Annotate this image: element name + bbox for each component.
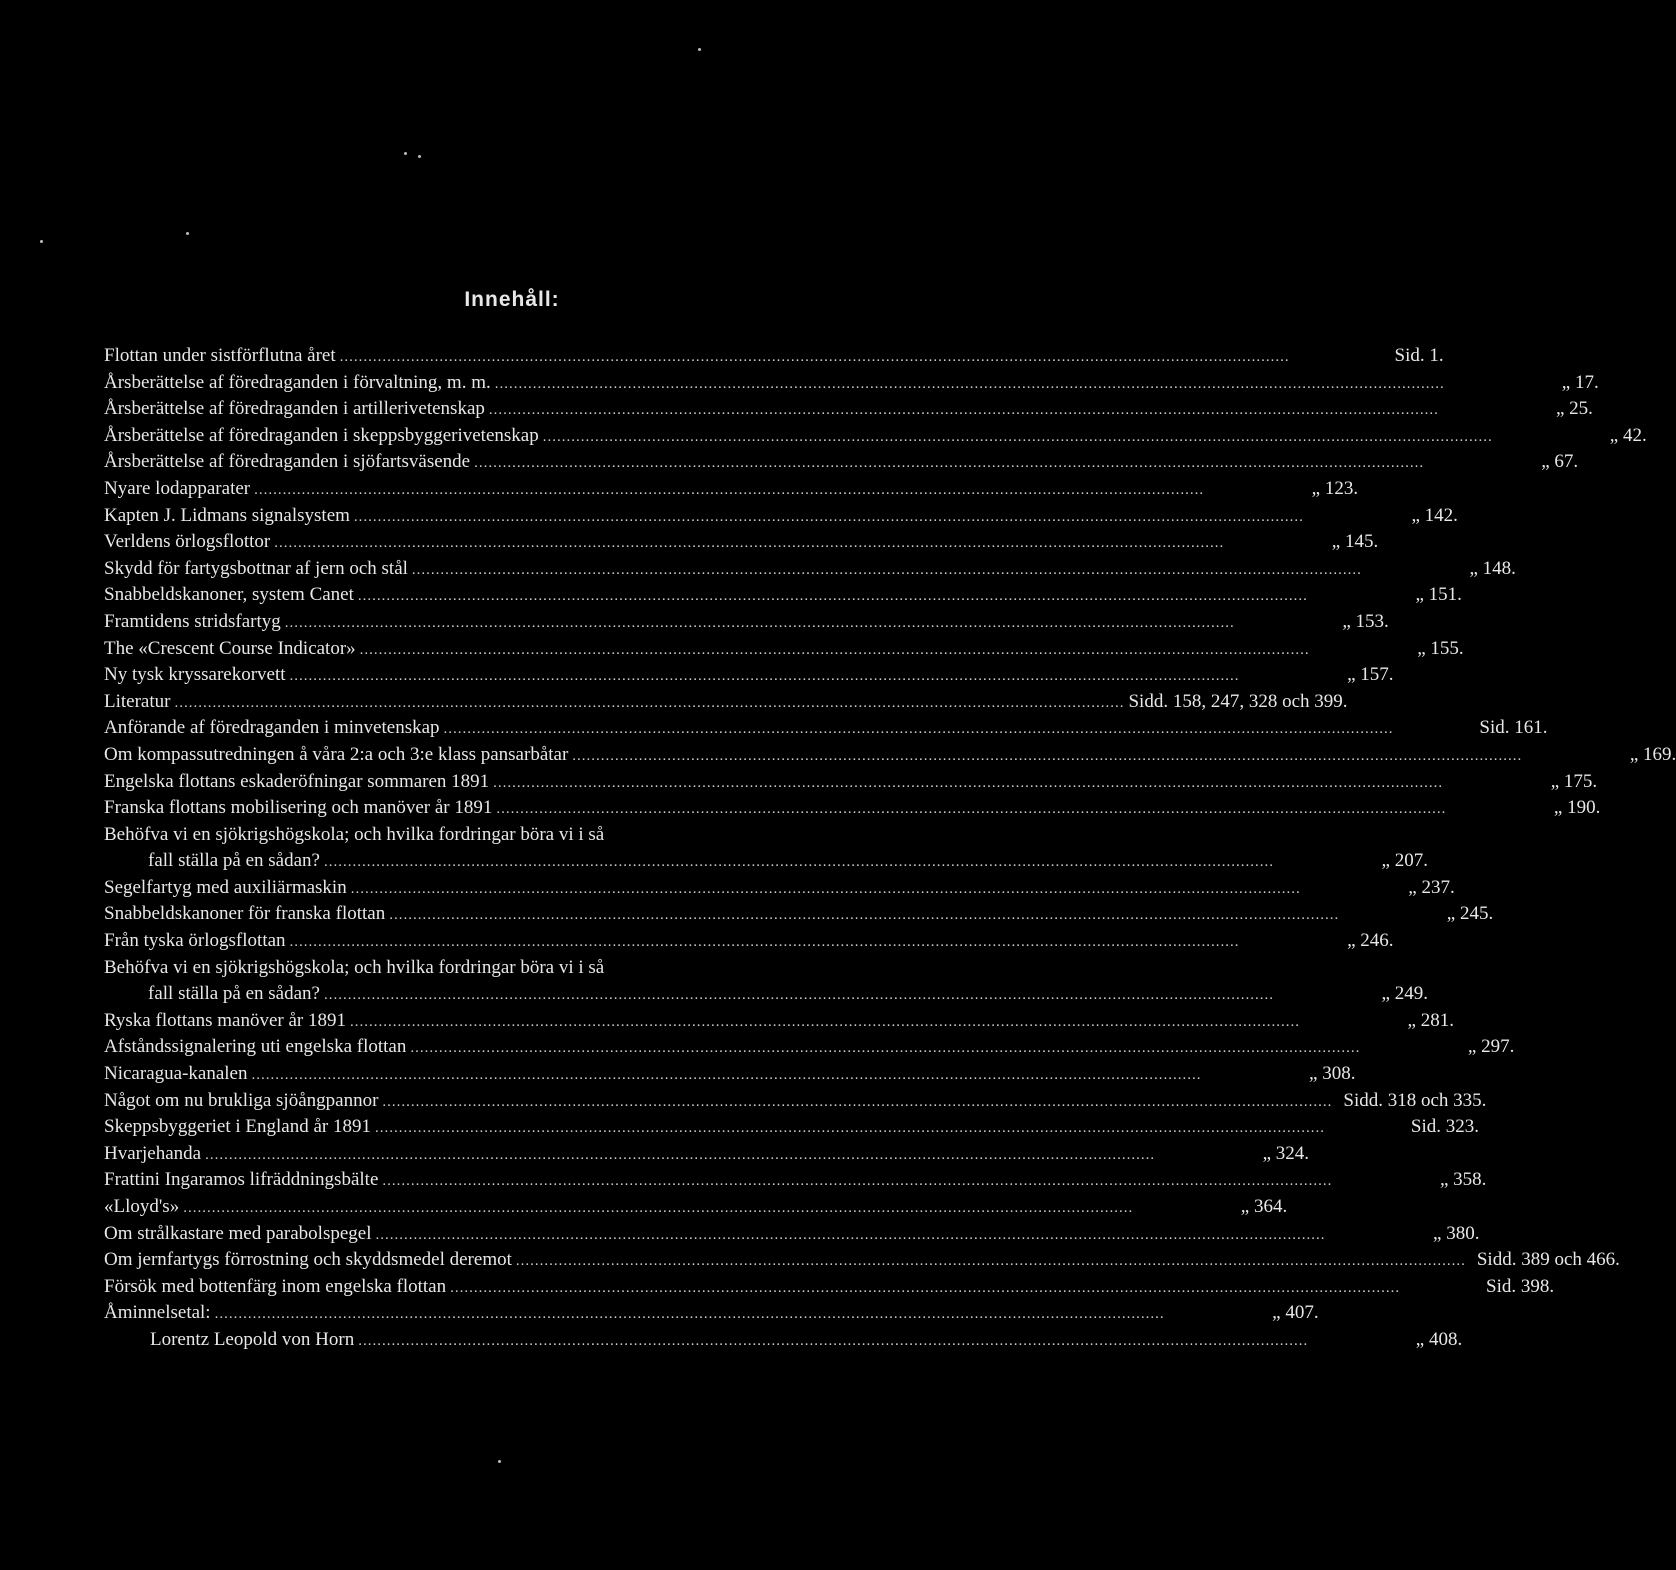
toc-entry xyxy=(104,636,1464,663)
toc-entry xyxy=(104,1114,1480,1141)
toc-entry-title: fall ställa på en sådan? xyxy=(148,983,320,1005)
speck xyxy=(498,1460,501,1463)
toc-entry xyxy=(104,795,1601,822)
leader-dots: ........................................................................................................................................................................................................ xyxy=(323,854,1274,871)
toc-entry-title: fall ställa på en sådan? xyxy=(148,850,320,872)
leader-dots: ........................................................................................................................................................................................................ xyxy=(474,455,1425,472)
toc-entry xyxy=(104,1221,1480,1248)
toc-entry-page: „ 142. xyxy=(1411,504,1458,526)
toc-entry xyxy=(104,822,896,849)
toc-entry xyxy=(104,370,1599,397)
toc-entry-title: Behöfva vi en sjökrigshögskola; och hvilka fordringar böra vi i så xyxy=(104,823,605,845)
toc-entry-title: Lorentz Leopold von Horn xyxy=(150,1328,355,1350)
toc-entry-page: „ 207. xyxy=(1381,850,1428,872)
leader-dots: ........................................................................................................................................................................................................ xyxy=(542,428,1493,445)
toc-entry xyxy=(104,556,1516,583)
toc-entry-page: „ 169. xyxy=(1629,743,1676,765)
toc-entry xyxy=(104,848,1428,875)
toc-entry-title: Kapten J. Lidmans signalsystem xyxy=(104,504,350,526)
leader-dots: ........................................................................................................................................................................................................ xyxy=(410,1040,1361,1057)
toc-entry xyxy=(104,875,1455,902)
toc-entry-title: Något om nu brukliga sjöångpannor xyxy=(104,1089,379,1111)
toc-entry xyxy=(104,742,1676,769)
toc-entry xyxy=(104,503,1458,530)
toc-entry-title: Om strålkastare med parabolspegel xyxy=(104,1222,372,1244)
leader-dots: ........................................................................................................................................................................................................ xyxy=(411,561,1362,578)
toc-entry-page: „ 308. xyxy=(1309,1063,1356,1085)
toc-entry xyxy=(104,1088,1487,1115)
leader-dots: ........................................................................................................................................................................................................ xyxy=(572,747,1523,764)
toc-entry xyxy=(104,1034,1515,1061)
toc-entry-title: Åminnelsetal: xyxy=(104,1302,211,1324)
leader-dots: ........................................................................................................................................................................................................ xyxy=(389,907,1340,924)
toc-entry-title: Nyare lodapparater xyxy=(104,477,251,499)
toc-entry-title: Årsberättelse af föredraganden i artillerivetenskap xyxy=(104,398,485,420)
toc-entry-page: „ 148. xyxy=(1469,557,1516,579)
leader-dots: ........................................................................................................................................................................................................ xyxy=(382,1173,1333,1190)
toc-entry-title: Engelska flottans eskaderöfningar sommaren 1891 xyxy=(104,770,490,792)
toc-entry-title: Skydd för fartygsbottnar af jern och stål xyxy=(104,557,408,579)
speck xyxy=(404,152,407,155)
toc-entry xyxy=(104,582,1462,609)
table-of-contents xyxy=(104,343,1676,1354)
toc-entry-page: „ 245. xyxy=(1446,903,1494,925)
speck xyxy=(40,240,43,243)
toc-entry-title: The «Crescent Course Indicator» xyxy=(104,637,356,659)
toc-entry-title: Årsberättelse af föredraganden i skeppsbyggerivetenskap xyxy=(104,424,539,446)
leader-dots: ........................................................................................................................................................................................................ xyxy=(358,1332,1309,1349)
leader-dots: ........................................................................................................................................................................................................ xyxy=(254,481,1205,498)
page-title: Innehåll: xyxy=(464,288,560,311)
toc-entry-title: Försök med bottenfärg inom engelska flottan xyxy=(104,1275,447,1297)
toc-entry-page: Sid. 323. xyxy=(1410,1116,1480,1138)
toc-entry xyxy=(104,1141,1310,1168)
toc-entry-page: „ 151. xyxy=(1415,584,1462,606)
toc-entry xyxy=(104,1300,1319,1327)
leader-dots: ........................................................................................................................................................................................................ xyxy=(375,1226,1326,1243)
toc-entry-page: „ 157. xyxy=(1347,664,1394,686)
leader-dots: ........................................................................................................................................................................................................ xyxy=(493,774,1444,791)
leader-dots: ........................................................................................................................................................................................................ xyxy=(289,934,1240,951)
toc-entry xyxy=(104,396,1593,423)
leader-dots: ........................................................................................................................................................................................................ xyxy=(359,641,1310,658)
toc-entry-title: Framtidens stridsfartyg xyxy=(104,610,281,632)
leader-dots: ........................................................................................................................................................................................................ xyxy=(382,1093,1333,1110)
toc-entry-title: Literatur xyxy=(104,690,171,712)
leader-dots: ........................................................................................................................................................................................................ xyxy=(251,1067,1202,1084)
toc-entry-title: Franska flottans mobilisering och manöver år 1891 xyxy=(104,797,493,819)
leader-dots: ........................................................................................................................................................................................................ xyxy=(183,1200,1134,1216)
toc-entry-page: „ 246. xyxy=(1347,930,1394,952)
leader-dots: ........................................................................................................................................................................................................ xyxy=(496,801,1447,818)
toc-entry-title: Om jernfartygs förrostning och skyddsmedel deremot xyxy=(104,1249,512,1271)
toc-entry-page: „ 67. xyxy=(1541,451,1579,473)
speck xyxy=(186,232,189,235)
toc-entry-page: „ 42. xyxy=(1609,424,1647,446)
leader-dots: ........................................................................................................................................................................................................ xyxy=(274,535,1225,552)
toc-entry-title: Snabbeldskanoner, system Canet xyxy=(104,584,354,606)
toc-entry-title: Afståndssignalering uti engelska flottan xyxy=(104,1036,407,1058)
leader-dots: ........................................................................................................................................................................................................ xyxy=(284,614,1235,631)
toc-entry-page: „ 407. xyxy=(1272,1302,1319,1324)
toc-entry-page: Sid. 1. xyxy=(1394,345,1444,366)
toc-entry-page: „ 358. xyxy=(1439,1169,1487,1191)
toc-entry-page: Sidd. 389 och 466. xyxy=(1476,1249,1620,1271)
toc-entry xyxy=(104,715,1548,742)
leader-dots: ........................................................................................................................................................................................................ xyxy=(443,721,1394,738)
toc-entry-page: Sidd. 158, 247, 328 och 399. xyxy=(1128,690,1348,712)
toc-entry xyxy=(104,662,1394,689)
leader-dots: ........................................................................................................................................................................................................ xyxy=(494,375,1445,392)
toc-entry xyxy=(104,928,1394,955)
toc-entry-page: „ 281. xyxy=(1407,1009,1454,1031)
speck xyxy=(698,48,701,51)
speck xyxy=(418,155,421,158)
toc-entry xyxy=(104,1327,1463,1354)
toc-entry-title: Snabbeldskanoner för franska flottan xyxy=(104,903,386,925)
toc-entry-page: „ 123. xyxy=(1311,477,1359,499)
toc-entry-title: Från tyska örlogsflottan xyxy=(104,930,286,952)
toc-entry xyxy=(104,1167,1487,1194)
toc-entry-page: „ 155. xyxy=(1417,637,1464,659)
toc-entry-page: „ 153. xyxy=(1342,610,1389,632)
leader-dots: ........................................................................................................................................................................................................ xyxy=(174,694,1125,711)
leader-dots: ........................................................................................................................................................................................................ xyxy=(450,1279,1401,1296)
toc-entry-title: Verldens örlogsflottor xyxy=(104,531,271,553)
toc-entry-page: „ 17. xyxy=(1561,371,1599,393)
toc-entry-page: „ 408. xyxy=(1415,1328,1463,1350)
leader-dots: ........................................................................................................................................................................................................ xyxy=(375,1120,1326,1137)
toc-entry-title: Årsberättelse af föredraganden i sjöfartsväsende xyxy=(104,451,471,473)
toc-entry xyxy=(104,1061,1356,1088)
toc-entry xyxy=(104,1274,1555,1301)
toc-entry xyxy=(104,955,896,982)
toc-entry-title: Segelfartyg med auxiliärmaskin xyxy=(104,876,347,898)
toc-entry-page: „ 324. xyxy=(1262,1142,1310,1164)
toc-entry xyxy=(104,423,1647,450)
toc-entry-page: Sid. 161. xyxy=(1479,717,1548,739)
toc-entry-title: Skeppsbyggeriet i England år 1891 xyxy=(104,1116,372,1138)
toc-entry-title: Behöfva vi en sjökrigshögskola; och hvilka fordringar böra vi i så xyxy=(104,956,605,978)
toc-entry-page: „ 175. xyxy=(1550,770,1598,792)
toc-entry xyxy=(104,981,1428,1008)
toc-entry-title: Anförande af föredraganden i minvetenskap xyxy=(104,717,440,739)
toc-entry xyxy=(104,901,1494,928)
toc-entry-title: Årsberättelse af föredraganden i förvaltning, m. m. xyxy=(104,371,491,393)
toc-entry-page: „ 25. xyxy=(1555,398,1593,420)
toc-entry-title: Nicaragua-kanalen xyxy=(104,1063,248,1085)
toc-entry xyxy=(104,609,1389,636)
toc-entry xyxy=(104,769,1598,796)
toc-entry-page: „ 364. xyxy=(1240,1196,1288,1217)
leader-dots: ........................................................................................................................................................................................................ xyxy=(488,402,1439,419)
leader-dots: ........................................................................................................................................................................................................ xyxy=(357,588,1308,605)
toc-entry-page: „ 297. xyxy=(1467,1036,1515,1058)
toc-entry-title: «Lloyd's» xyxy=(104,1196,180,1217)
toc-entry-title: Flottan under sistförflutna året xyxy=(104,345,336,366)
toc-entry-title: Hvarjehanda xyxy=(104,1142,202,1164)
toc-entry-title: Ryska flottans manöver år 1891 xyxy=(104,1009,346,1031)
toc-entry-title: Frattini Ingaramos lifräddningsbälte xyxy=(104,1169,379,1191)
toc-entry-page: Sidd. 318 och 335. xyxy=(1343,1089,1487,1111)
leader-dots: ........................................................................................................................................................................................................ xyxy=(353,508,1304,525)
toc-entry-page: Sid. 398. xyxy=(1486,1275,1555,1297)
toc-entry xyxy=(104,343,1444,370)
leader-dots: ........................................................................................................................................................................................................ xyxy=(323,987,1274,1004)
leader-dots: ........................................................................................................................................................................................................ xyxy=(205,1146,1156,1163)
toc-entry xyxy=(104,1008,1454,1035)
leader-dots: ........................................................................................................................................................................................................ xyxy=(349,1013,1300,1030)
toc-entry-page: „ 237. xyxy=(1408,876,1455,898)
toc-entry xyxy=(104,1194,1288,1221)
toc-entry-page: „ 190. xyxy=(1553,797,1601,819)
toc-entry-page: „ 380. xyxy=(1433,1222,1480,1244)
toc-entry-title: Ny tysk kryssarekorvett xyxy=(104,664,286,686)
toc-entry xyxy=(104,529,1379,556)
leader-dots: ........................................................................................................................................................................................................ xyxy=(339,349,1290,365)
toc-entry-title: Om kompassutredningen å våra 2:a och 3:e klass pansarbåtar xyxy=(104,743,569,765)
toc-entry xyxy=(104,1247,1620,1274)
toc-entry-page: „ 249. xyxy=(1381,983,1428,1005)
leader-dots: ........................................................................................................................................................................................................ xyxy=(350,880,1301,897)
leader-dots: ........................................................................................................................................................................................................ xyxy=(289,668,1240,685)
leader-dots: ........................................................................................................................................................................................................ xyxy=(515,1253,1466,1270)
toc-entry xyxy=(104,449,1579,476)
toc-entry xyxy=(104,476,1359,503)
toc-entry xyxy=(104,689,1348,716)
leader-dots: ........................................................................................................................................................................................................ xyxy=(214,1306,1165,1323)
toc-entry-page: „ 145. xyxy=(1331,531,1379,553)
